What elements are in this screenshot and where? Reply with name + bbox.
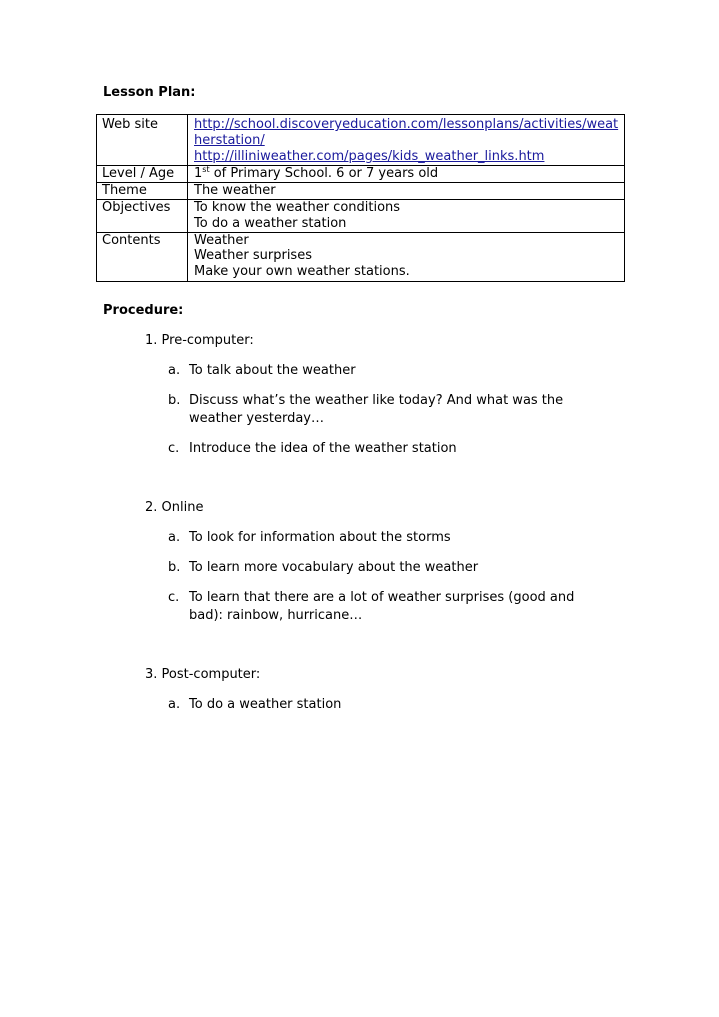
web-site-label: Web site [97, 115, 188, 166]
table-row-level [97, 166, 625, 183]
objectives-label: Objectives [97, 199, 188, 232]
contents-value: Weather Weather surprises Make your own weather stations. [188, 232, 625, 281]
step-title: 1. Pre-computer: [145, 333, 254, 348]
table-row-objectives [97, 199, 625, 232]
illiniweather-link[interactable]: http://illiniweather.com/pages/kids_weather_links.htm [194, 148, 545, 164]
lesson-plan-heading: Lesson Plan: [103, 85, 196, 100]
step-title: 3. Post-computer: [145, 667, 261, 682]
level-value: 1st of Primary School. 6 or 7 years old [188, 166, 625, 183]
table-row-theme [97, 183, 625, 200]
objectives-value: To know the weather conditions To do a weather station [188, 199, 625, 232]
list-item: c. To learn that there are a lot of weather surprises (good and bad): rainbow, hurricane… [168, 590, 575, 623]
list-item: a. To talk about the weather [168, 363, 356, 378]
contents-label: Contents [97, 232, 188, 281]
list-item: b. To learn more vocabulary about the weather [168, 560, 479, 575]
level-label: Level / Age [97, 166, 188, 183]
table-row-web-site [97, 115, 625, 166]
list-item: a. To do a weather station [168, 697, 342, 712]
lesson-plan-table [96, 114, 625, 282]
theme-label: Theme [97, 183, 188, 200]
discovery-education-link[interactable]: http://school.discoveryeducation.com/lessonplans/activities/weatherstation/ [194, 117, 619, 148]
procedure-heading: Procedure: [103, 303, 184, 318]
theme-value: The weather [188, 183, 625, 200]
web-site-value [188, 115, 625, 166]
list-item: b. Discuss what’s the weather like today? And what was the weather yesterday… [168, 393, 564, 426]
table-row-contents [97, 232, 625, 281]
step-title: 2. Online [145, 500, 204, 515]
list-item: a. To look for information about the storms [168, 530, 451, 545]
list-item: c. Introduce the idea of the weather station [168, 441, 457, 456]
